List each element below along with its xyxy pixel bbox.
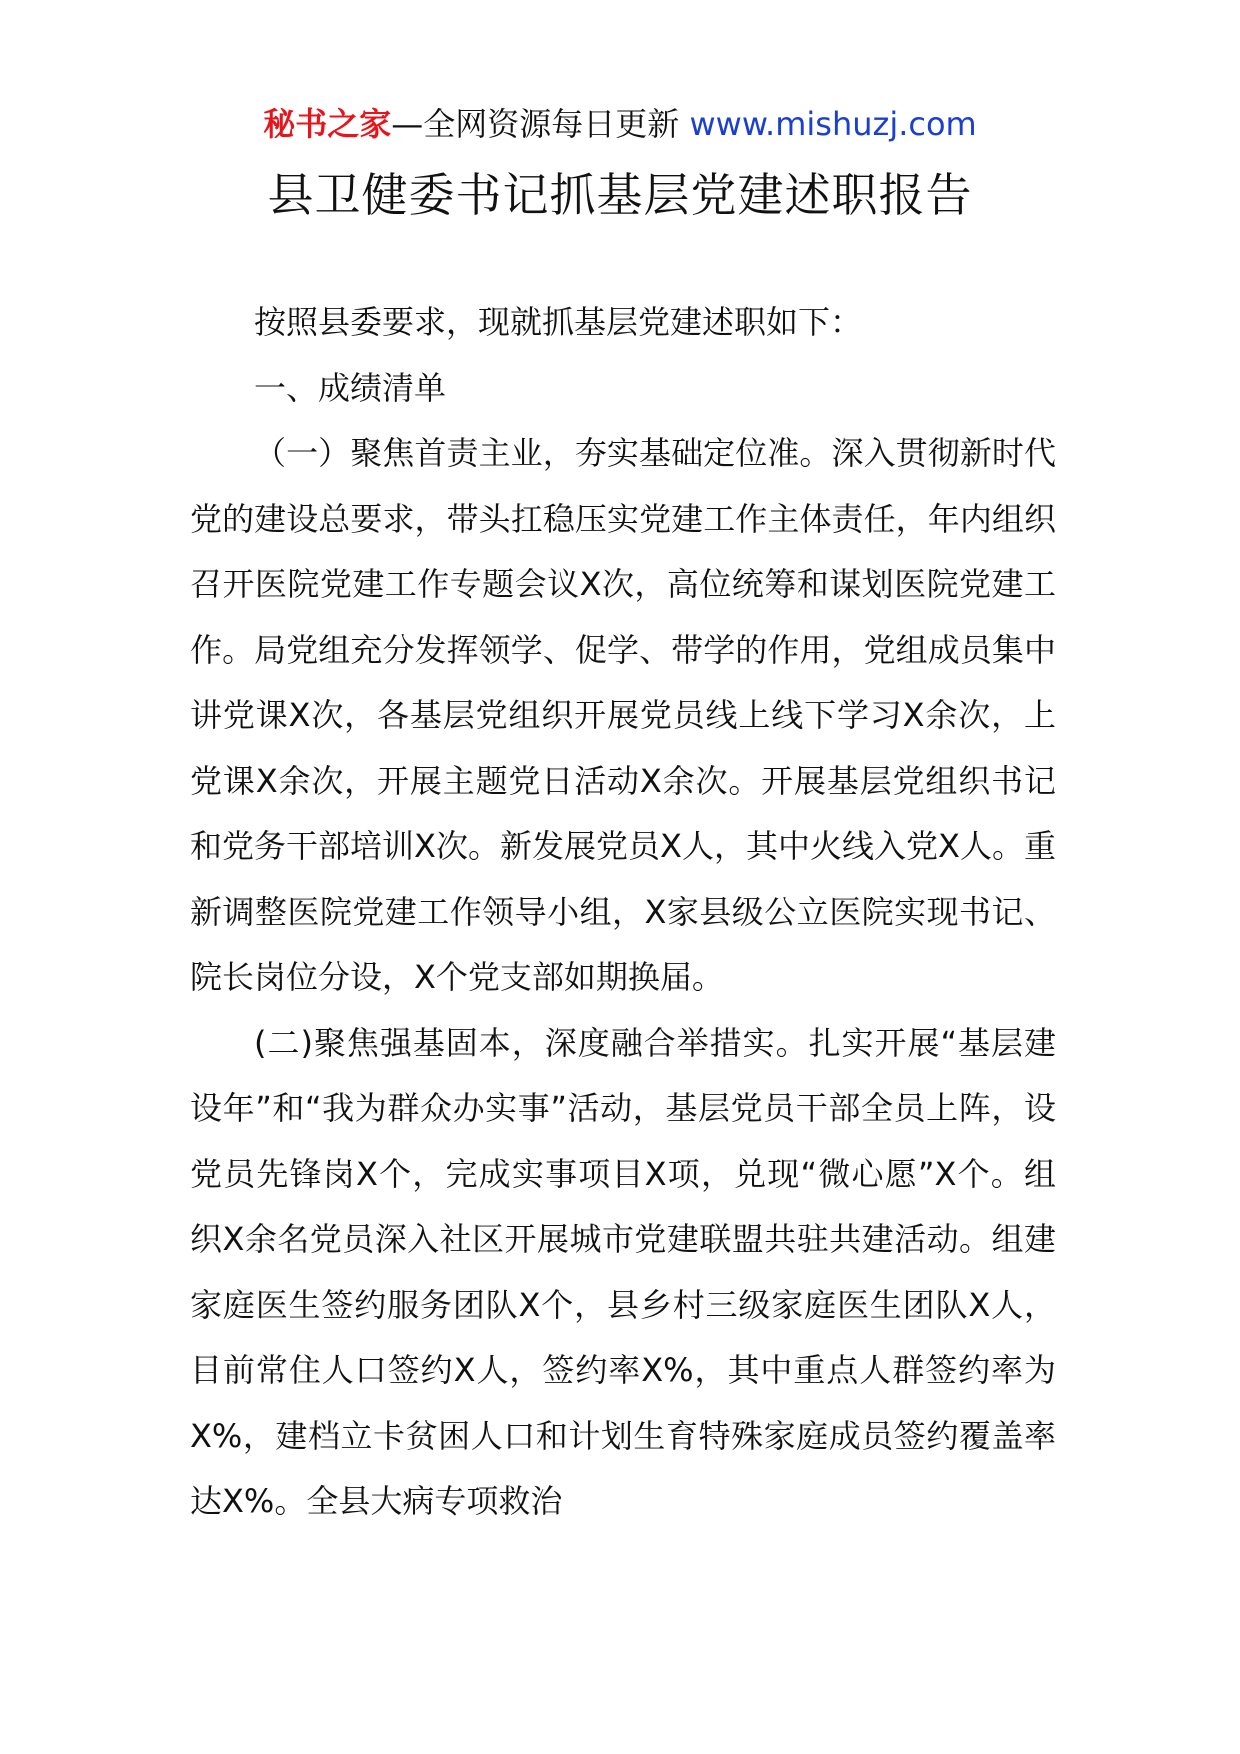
intro-paragraph: 按照县委要求，现就抓基层党建述职如下： xyxy=(254,303,863,341)
section-heading: 一、成绩清单 xyxy=(254,368,447,407)
header-tagline: —全网资源每日更新 xyxy=(391,105,680,143)
document-body xyxy=(190,290,1056,1535)
site-header xyxy=(0,100,1240,148)
document-title: 县卫健委书记抓基层党建述职报告 xyxy=(267,168,973,222)
body-paragraph: (二)聚焦强基固本，深度融合举措实。扎实开展“基层建设年”和“我为群众办实事”活动，基层党员干部全员上阵，设党员先锋岗X个，完成实事项目X项，兑现“微心愿”X个。组织X余名党员深入社区开展城市党建联盟共驻共建活动。组建家庭医生签约服务团队X个，县乡村三级家庭医生团队X人，目前常住人口签约X人，签约率X%，其中重点人群签约率为X%，建档立卡贫困人口和计划生育特殊家庭成员签约覆盖率达X%。全县大病专项救治 xyxy=(190,1023,1056,1520)
brand-name: 秘书之家 xyxy=(263,105,392,143)
site-url: www.mishuzj.com xyxy=(689,105,977,143)
body-paragraph: （一）聚焦首责主业，夯实基础定位准。深入贯彻新时代党的建设总要求，带头扛稳压实党建工作主体责任，年内组织召开医院党建工作专题会议X次，高位统筹和谋划医院党建工作。局党组充分发挥领学、促学、带学的作用，党组成员集中讲党课X次，各基层党组织开展党员线上线下学习X余次，上党课X余次，开展主题党日活动X余次。开展基层党组织书记和党务干部培训X次。新发展党员X人，其中火线入党X人。重新调整医院党建工作领导小组，X家县级公立医院实现书记、院长岗位分设，X个党支部如期换届。 xyxy=(190,434,1056,996)
